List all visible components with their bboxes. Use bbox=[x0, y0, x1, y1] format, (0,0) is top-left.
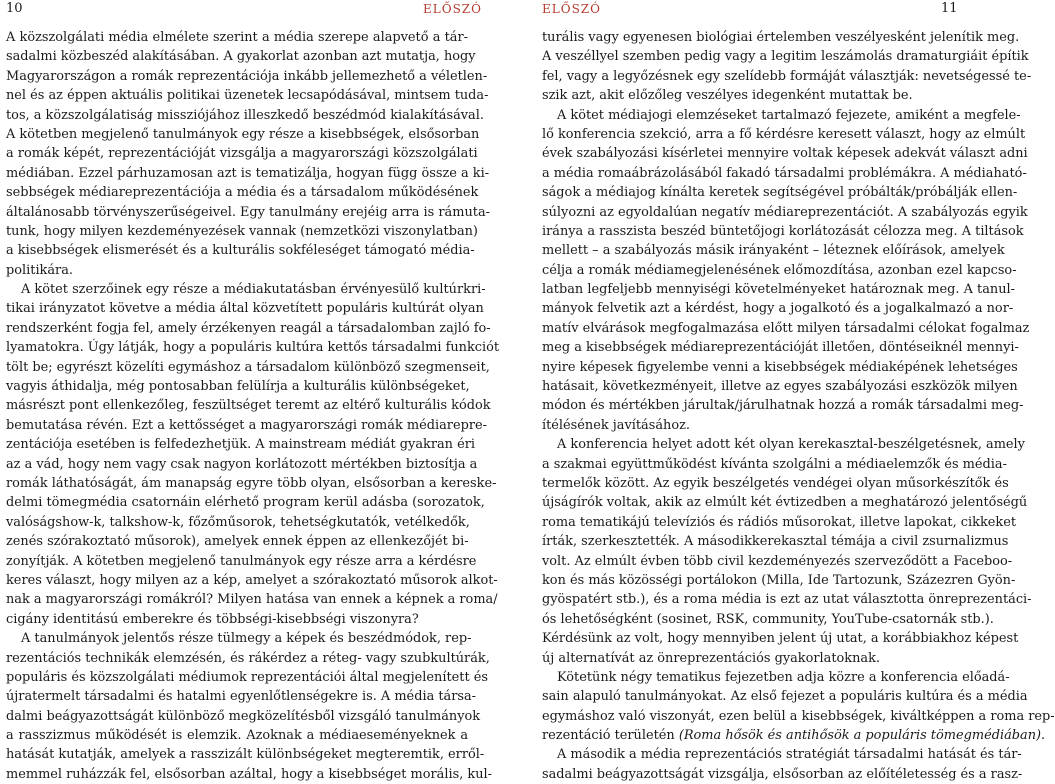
text-line: általánosabb törvényszerűségeivel. Egy tanulmány erejéig arra is rámuta- bbox=[6, 204, 490, 220]
text-line: Kérdésünk az volt, hogy mennyiben jelent új utat, a korábbiakhoz képest bbox=[542, 631, 1019, 647]
text-line: A konferencia helyet adott két olyan kerekasztal-beszélgetésnek, amely bbox=[557, 437, 1025, 453]
text-line: sain alapuló tanulmányokat. Az első fejezet a populáris kultúra és a média bbox=[542, 689, 1028, 705]
text-line: sebbségek médiareprezentációja a média és a társadalom működésének bbox=[6, 185, 479, 201]
text-line: fel, vagy a legyőzésnek egy szelídebb formáját választják: nevetségessé te- bbox=[542, 68, 1032, 84]
text-line: dalmi beágyazottságát különböző megközelítésből vizsgáló tanulmányok bbox=[6, 708, 481, 724]
text-line: gyöspatért stb.), és a roma média is ezt az utat választotta önreprezentáci- bbox=[542, 592, 1032, 608]
text-line: rendszerként fogja fel, amely érzékenyen reagál a társadalomban zajló fo- bbox=[6, 320, 491, 336]
page-number: 11 bbox=[941, 1, 958, 16]
text-line: médiában. Ezzel párhuzamosan azt is tematizálja, hogyan függ össze a ki- bbox=[6, 165, 490, 181]
text-line: bemutatása révén. Ezt a kettősséget a magyarországi romák médiarepre- bbox=[6, 417, 487, 433]
text-line: volt. Az elmúlt évben több civil kezdeményezés szerveződött a Faceboo- bbox=[542, 553, 1013, 569]
text-line: A közszolgálati média elmélete szerint a média szerepe alapvető a tár- bbox=[6, 30, 468, 45]
text-line: egymáshoz való viszonyát, ezen belül a kisebbségek, kiváltképpen a roma rep- bbox=[542, 708, 1055, 724]
right-page bbox=[482, 0, 1055, 782]
text-line: a romák képét, reprezentációját vizsgálja a magyarországi közszolgálati bbox=[6, 146, 478, 162]
text-line: mellett – a szabályozás másik irányaként – léteznek előírások, amelyek bbox=[542, 243, 1005, 259]
text-line: ságok a médiajog kínálta keretek segítségével próbálták/próbálják ellen- bbox=[542, 185, 1018, 201]
text-line: rezentáció területén (Roma hősök és antihősök a populáris tömegmédiában). bbox=[542, 728, 1046, 744]
running-head: ELŐSZÓ bbox=[423, 2, 482, 16]
text-line: turális vagy egyenesen biológiai értelemben veszélyesként jelenítik meg. bbox=[542, 30, 1020, 45]
text-line: célja a romák médiamegjelenésének előmozdítása, azonban ezel kapcso- bbox=[542, 262, 1017, 278]
text-line: politikára. bbox=[6, 262, 74, 278]
text-line: módon és mértékben járultak/járulhatnak hozzá a romák társadalmi meg- bbox=[542, 398, 1024, 414]
text-line: szik azt, akit előzőleg veszélyes idegenként mutattak be. bbox=[542, 88, 913, 104]
text-line: A második a média reprezentációs stratégiát társadalmi hatását és tár- bbox=[557, 747, 1022, 763]
text-line: újratermelt társadalmi és hatalmi egyenlőtlenségekre is. A média társa- bbox=[6, 689, 477, 705]
text-line: a rasszizmus működését is elemzik. Azoknak a médiaeseményeknek a bbox=[6, 728, 468, 744]
text-line: súlyozni az egyoldalúan negatív médiareprezentációt. A szabályozás egyik bbox=[542, 204, 1028, 220]
left-page bbox=[0, 0, 500, 782]
text-line: Kötetünk négy tematikus fejezetben adja közre a konferencia előadá- bbox=[557, 669, 1010, 685]
text-line: új alternatívát az önreprezentációs gyakorlatoknak. bbox=[542, 650, 880, 666]
text-line: Magyarországon a romák reprezentációja inkább jellemezhető a véletlen- bbox=[6, 68, 488, 84]
text-line: lyamatokra. Úgy látják, hogy a populáris kultúra kettős társadalmi funkciót bbox=[6, 340, 500, 356]
text-line: mányok felvetik azt a kérdést, hogy a jogalkotó és a jogalkalmazó a nor- bbox=[542, 301, 1014, 317]
text-line: A kötetben megjelenő tanulmányok egy része a kisebbségek, elsősorban bbox=[6, 126, 480, 142]
text-line: latban legfeljebb mennyiségi követelményeket határoznak meg. A tanul- bbox=[542, 282, 1015, 298]
text-line: az a vád, hogy nem vagy csak nagyon korlátozott mértékben biztosítja a bbox=[6, 456, 478, 472]
page-number: 10 bbox=[6, 1, 23, 16]
italic-title: (Roma hősök és antihősök a populáris tömegmédiában). bbox=[678, 728, 1046, 744]
text-line: tikai irányzatot követve a média által közvetített populáris kultúrát olyan bbox=[6, 301, 484, 317]
text-line: hatását kutatják, amelyek a rasszizált különbségeket megteremtik, erről- bbox=[6, 747, 485, 763]
text-line: delmi tömegmédia csatornáin elérhető program kerül adásba (sorozatok, bbox=[6, 495, 485, 511]
text-line: tölt be; egyrészt közelíti egymáshoz a társadalom különböző szegmenseit, bbox=[6, 359, 490, 375]
text-line: nak a magyarországi romákról? Milyen hatása van ennek a képnek a roma/ bbox=[6, 592, 498, 608]
text-line: termelők között. Az egyik beszélgetés vendégei olyan műsorkészítők és bbox=[542, 475, 1009, 491]
text-line: populáris és közszolgálati médiumok reprezentációi által megjelenített és bbox=[6, 669, 488, 685]
text-line: memmel ruházzák fel, elsősorban azáltal, hogy a kisebbséget morális, kul- bbox=[6, 766, 493, 782]
text-line: romák láthatóságát, ám manapság egyre több olyan, elsősorban a kereske- bbox=[6, 475, 497, 491]
text-line: roma tematikájú televíziós és rádiós műsorokat, illetve lapokat, cikkeket bbox=[542, 514, 1017, 530]
text-line: keres választ, hogy milyen az a kép, amelyet a szórakoztató műsorok alkot- bbox=[6, 572, 498, 588]
text-line: cigány identitású emberekre és többségi-kisebbségi viszonyra? bbox=[6, 611, 419, 627]
text-line: ós lehetőségként (sosinet, RSK, community, YouTube-csatornák stb.). bbox=[542, 611, 994, 627]
running-head: ELŐSZÓ bbox=[542, 2, 601, 16]
text-line: A kötet szerzőinek egy része a médiakutatásban érvényesülő kultúrkri- bbox=[21, 282, 486, 298]
text-line: tos, a közszolgálatiság missziójához illeszkedő beszédmód kialakításával. bbox=[6, 107, 484, 123]
text-line: tunk, hogy milyen kezdeményezések vannak (nemzetközi viszonylatban) bbox=[6, 223, 478, 239]
text-line: másrészt pont ellenkezőleg, feszültséget teremt az eltérő kulturális kódok bbox=[6, 398, 491, 414]
text-line: a szakmai együttműködést kívánta szolgálni a médiaelemzők és média- bbox=[542, 456, 1007, 472]
text-line: A veszéllyel szemben pedig vagy a legitim leszámolás dramaturgiáit építik bbox=[542, 49, 1029, 65]
text-line: zentációja esetében is felfedezhetjük. A mainstream médiát gyakran éri bbox=[6, 437, 475, 453]
text-line: évek szabályozási kísérletei mennyire voltak képesek adekvát választ adni bbox=[542, 146, 1028, 162]
text-line: lő konferencia szekció, arra a fő kérdésre keresett választ, hogy az elmúlt bbox=[542, 126, 1026, 142]
text-line: A kötet médiajogi elemzéseket tartalmazó fejezete, amiként a megfele- bbox=[557, 107, 1021, 123]
text-line: nel és az éppen aktuális politikai üzenetek lecsapódásával, mintsem tuda- bbox=[6, 88, 489, 104]
text-line: zonyítják. A kötetben megjelenő tanulmányok egy része arra a kérdésre bbox=[6, 553, 477, 569]
text-line: meg a kisebbségek médiareprezentációját illetően, döntéseiknél mennyi- bbox=[542, 340, 1019, 356]
text-line: a média romaábrázolásából fakadó társadalmi problémákra. A médiaható- bbox=[542, 165, 1027, 181]
text-line: vagyis áthidalja, még pontosabban felülírja a kulturális különbségeket, bbox=[6, 379, 470, 395]
text-line: írták, szerkesztették. A másodikkerekasztal témája a civil zsurnalizmus bbox=[542, 534, 1009, 550]
text-line: sadalmi közbeszéd alakításában. A gyakorlat azonban azt mutatja, hogy bbox=[6, 49, 476, 65]
text-line: A tanulmányok jelentős része tülmegy a képek és beszédmódok, rep- bbox=[21, 631, 472, 647]
text-line: rezentációs technikák elemzésén, és rákérdez a réteg- vagy szubkultúrák, bbox=[6, 650, 490, 666]
text-line: matív elvárások megfogalmazása előtt milyen társadalmi célokat fogalmaz bbox=[542, 320, 1030, 336]
text-line: valóságshow-k, talkshow-k, főzőműsorok, tehetségkutatók, vetélkedők, bbox=[6, 514, 470, 530]
text-line: a kisebbségek elismerését és a kulturális sokféleséget támogató média- bbox=[6, 243, 475, 259]
text-line: zenés szórakoztató műsorok), amelyek ennek éppen az ellenkezőjét bi- bbox=[6, 534, 469, 550]
text-line: ítélésének javításához. bbox=[542, 417, 690, 433]
right-page-body bbox=[542, 28, 1055, 784]
text-line: újságírók voltak, akik az elmúlt két évtizedben a meghatározó jelentőségű bbox=[542, 495, 1028, 511]
text-line: hatásait, következményeit, illetve az egyes szabályozási eszközök milyen bbox=[542, 379, 1018, 395]
text-line: iránya a rasszista beszéd büntetőjogi korlátozását célozza meg. A tiltások bbox=[542, 223, 1024, 239]
text-line: kon és más közösségi portálokon (Milla, Ide Tartozunk, Százezren Gyön- bbox=[542, 572, 1016, 588]
left-page-body bbox=[6, 28, 500, 784]
text-line: nyire képesek figyelembe venni a kisebbségek médiaképének lehetséges bbox=[542, 359, 1018, 375]
text-line: sadalmi beágyazottságát vizsgálja, elsősorban az előítéletesség és a rasz- bbox=[542, 766, 1023, 782]
